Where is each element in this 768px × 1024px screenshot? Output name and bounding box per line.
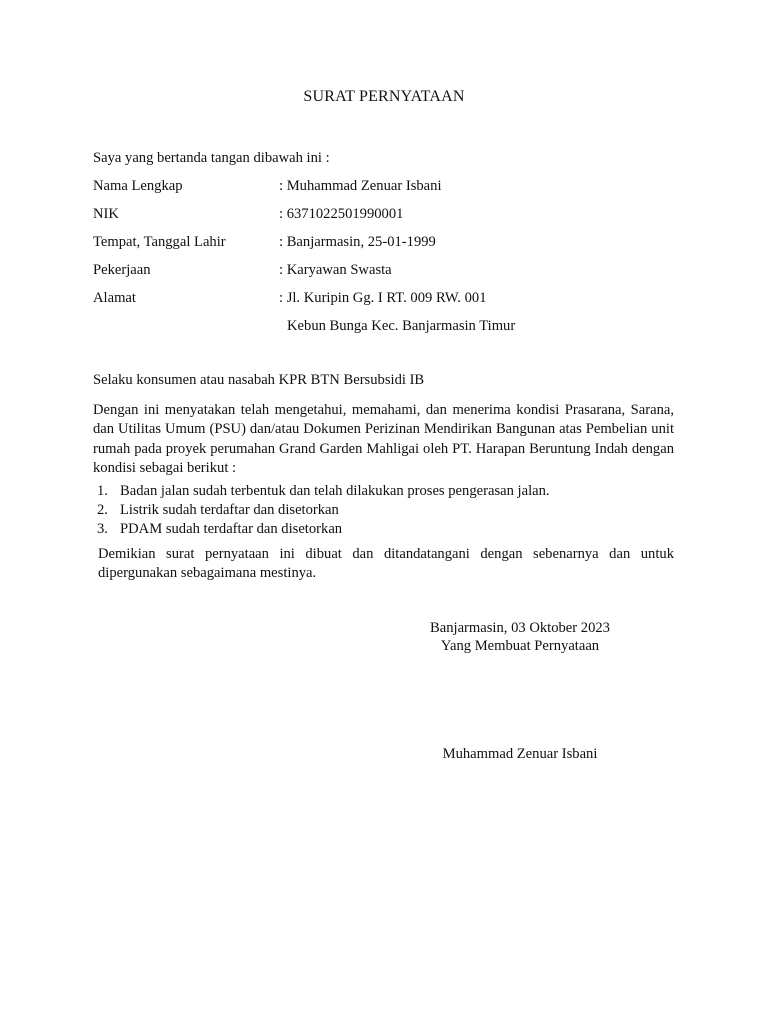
intro-text: Saya yang bertanda tangan dibawah ini :	[93, 150, 330, 166]
list-item-number: 3.	[97, 521, 108, 537]
field-row-nik	[93, 206, 693, 226]
signer-name: Muhammad Zenuar Isbani	[442, 746, 598, 762]
field-label-job: Pekerjaan	[93, 262, 151, 278]
field-label-name: Nama Lengkap	[93, 178, 183, 194]
field-row-address	[93, 290, 693, 310]
signer-role: Yang Membuat Pernyataan	[440, 638, 600, 654]
closing-paragraph: Demikian surat pernyataan ini dibuat dan ditandatangani dengan sebenarnya dan untuk dipergunakan sebagaimana mestinya.	[98, 546, 674, 582]
field-row-name	[93, 178, 693, 198]
customer-statement: Selaku konsumen atau nasabah KPR BTN Bersubsidi IB	[93, 372, 425, 388]
field-value-address-line2: Kebun Bunga Kec. Banjarmasin Timur	[287, 318, 516, 334]
field-label-birth: Tempat, Tanggal Lahir	[93, 234, 226, 250]
list-item-number: 2.	[97, 502, 108, 518]
field-label-address: Alamat	[93, 290, 136, 306]
list-item-text: Listrik sudah terdaftar dan disetorkan	[120, 502, 339, 518]
list-item-number: 1.	[97, 483, 108, 499]
field-value-birth: : Banjarmasin, 25-01-1999	[279, 234, 436, 250]
place-date: Banjarmasin, 03 Oktober 2023	[430, 620, 610, 636]
field-row-job	[93, 262, 693, 282]
field-row-birth	[93, 234, 693, 254]
field-label-nik: NIK	[93, 206, 119, 222]
field-value-job: : Karyawan Swasta	[279, 262, 392, 278]
field-value-name: : Muhammad Zenuar Isbani	[279, 178, 442, 194]
field-value-address: : Jl. Kuripin Gg. I RT. 009 RW. 001	[279, 290, 487, 306]
list-item-text: Badan jalan sudah terbentuk dan telah dilakukan proses pengerasan jalan.	[120, 483, 550, 499]
list-item-text: PDAM sudah terdaftar dan disetorkan	[120, 521, 343, 537]
field-value-nik: : 6371022501990001	[279, 206, 404, 222]
document-title: SURAT PERNYATAAN	[303, 88, 465, 105]
statement-paragraph: Dengan ini menyatakan telah mengetahui, memahami, dan menerima kondisi Prasarana, Sarana, dan Utilitas Umum (PSU) dan/atau Dokumen Perizinan Mendirikan Bangunan atas Pembelian unit rumah pada proyek perumahan Grand Garden Mahligai oleh PT. Harapan Beruntung Indah dengan kondisi sebagai berikut :	[93, 402, 674, 477]
field-row-address-cont	[93, 318, 693, 338]
